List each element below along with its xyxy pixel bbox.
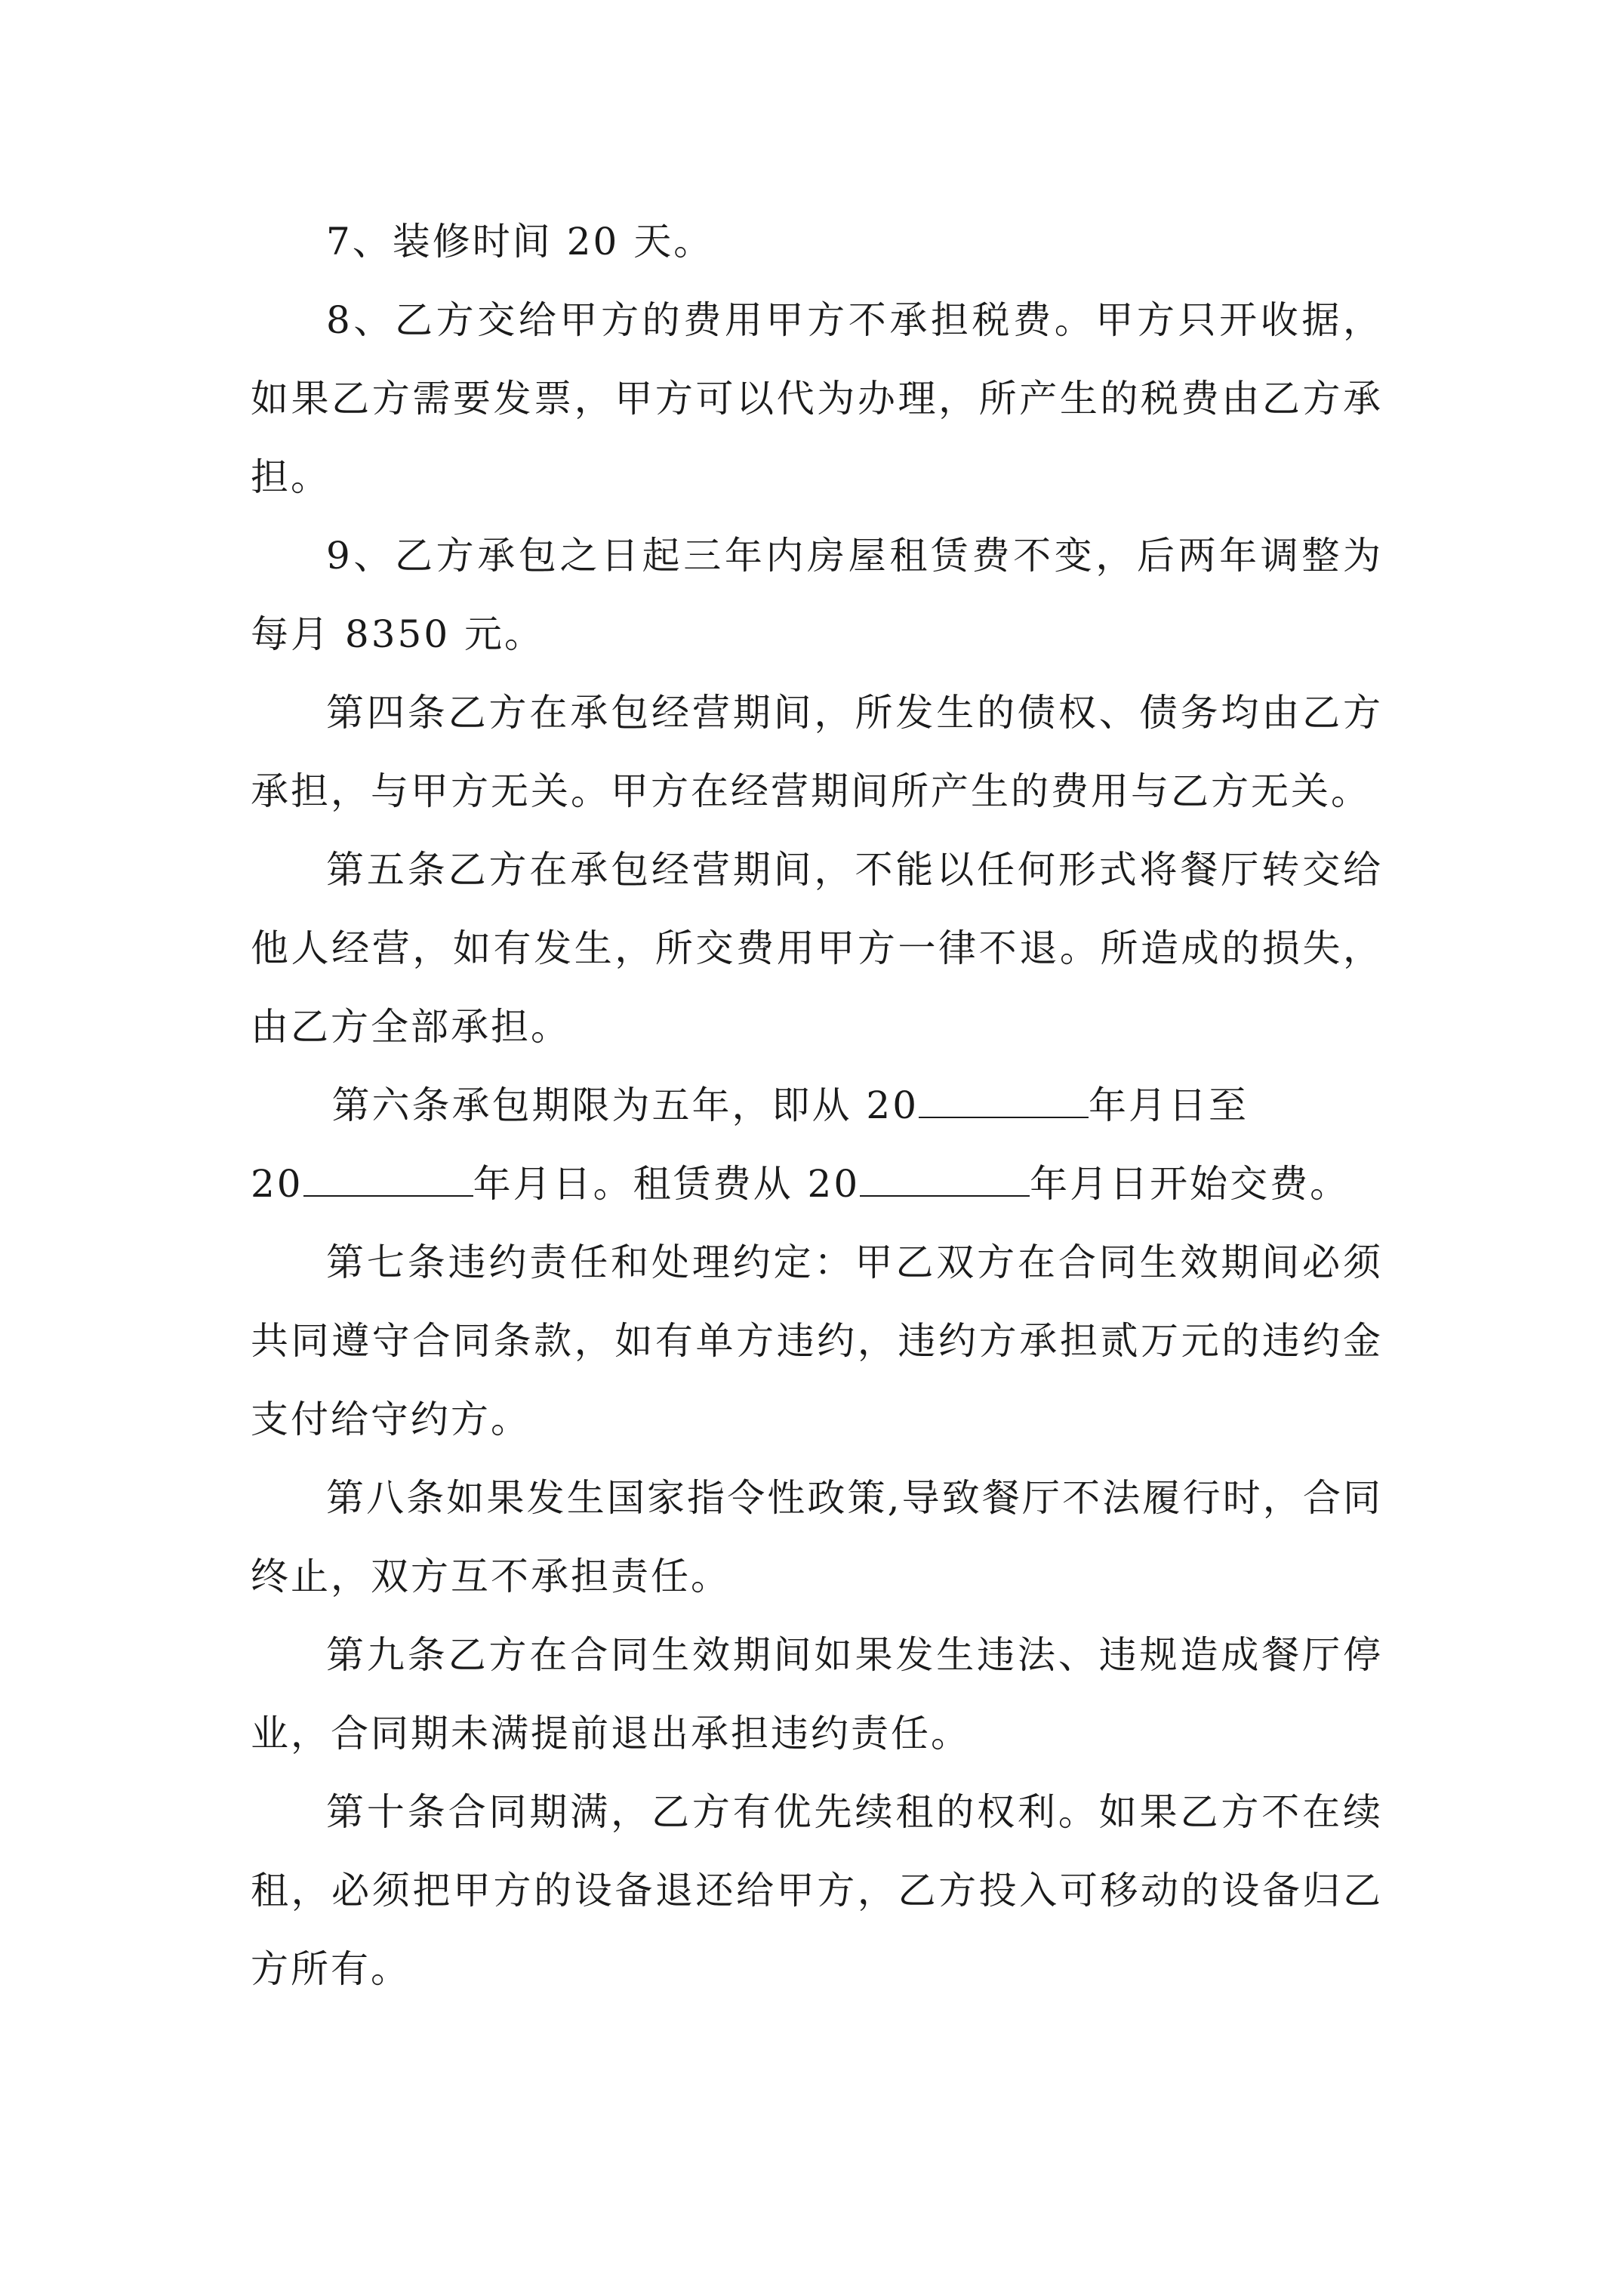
start-year-blank [919,1083,1089,1118]
term-line1-suffix: 年月日至 [1089,1083,1249,1127]
document-body [251,202,1383,2008]
end-year-blank [303,1162,473,1197]
article-7-breach-liability: 第七条违约责任和处理约定：甲乙双方在合同生效期间必须共同遵守合同条款，如有单方违约，违约方承担贰万元的违约金支付给守约方。 [251,1240,1383,1441]
article-6-line-1 [251,1066,1383,1145]
article-6-contract-term [251,1066,1383,1223]
clause-7-decoration-period: 7、装修时间 20 天。 [326,220,714,264]
article-4-debts: 第四条乙方在承包经营期间，所发生的债权、债务均由乙方承担，与甲方无关。甲方在经营期间所产生的费用与乙方无关。 [251,691,1383,813]
article-8-policy-termination: 第八条如果发生国家指令性政策,导致餐厅不法履行时，合同终止，双方互不承担责任。 [251,1476,1383,1598]
article-10-renewal: 第十条合同期满，乙方有优先续租的权利。如果乙方不在续租，必须把甲方的设备退还给甲方，乙方投入可移动的设备归乙方所有。 [251,1790,1383,1991]
article-5-no-transfer: 第五条乙方在承包经营期间，不能以任何形式将餐厅转交给他人经营，如有发生，所交费用甲方一律不退。所造成的损失，由乙方全部承担。 [251,848,1383,1049]
term-line1-prefix: 第六条承包期限为五年，即从 20 [331,1083,919,1127]
article-6-line-2 [170,1145,1384,1223]
rent-start-year-blank [860,1162,1030,1197]
clause-9-rent-adjustment: 9、乙方承包之日起三年内房屋租赁费不变，后两年调整为每月 8350 元。 [251,534,1383,656]
term-line2-suffix: 年月日开始交费。 [1030,1162,1350,1206]
term-line2-prefix: 20 [251,1162,303,1206]
clause-8-tax-receipt: 8、乙方交给甲方的费用甲方不承担税费。甲方只开收据，如果乙方需要发票，甲方可以代为办理，所产生的税费由乙方承担。 [251,298,1383,499]
article-9-violation-termination: 第九条乙方在合同生效期间如果发生违法、违规造成餐厅停业，合同期未满提前退出承担违约责任。 [251,1633,1383,1755]
term-line2-middle: 年月日。租赁费从 20 [473,1162,861,1206]
